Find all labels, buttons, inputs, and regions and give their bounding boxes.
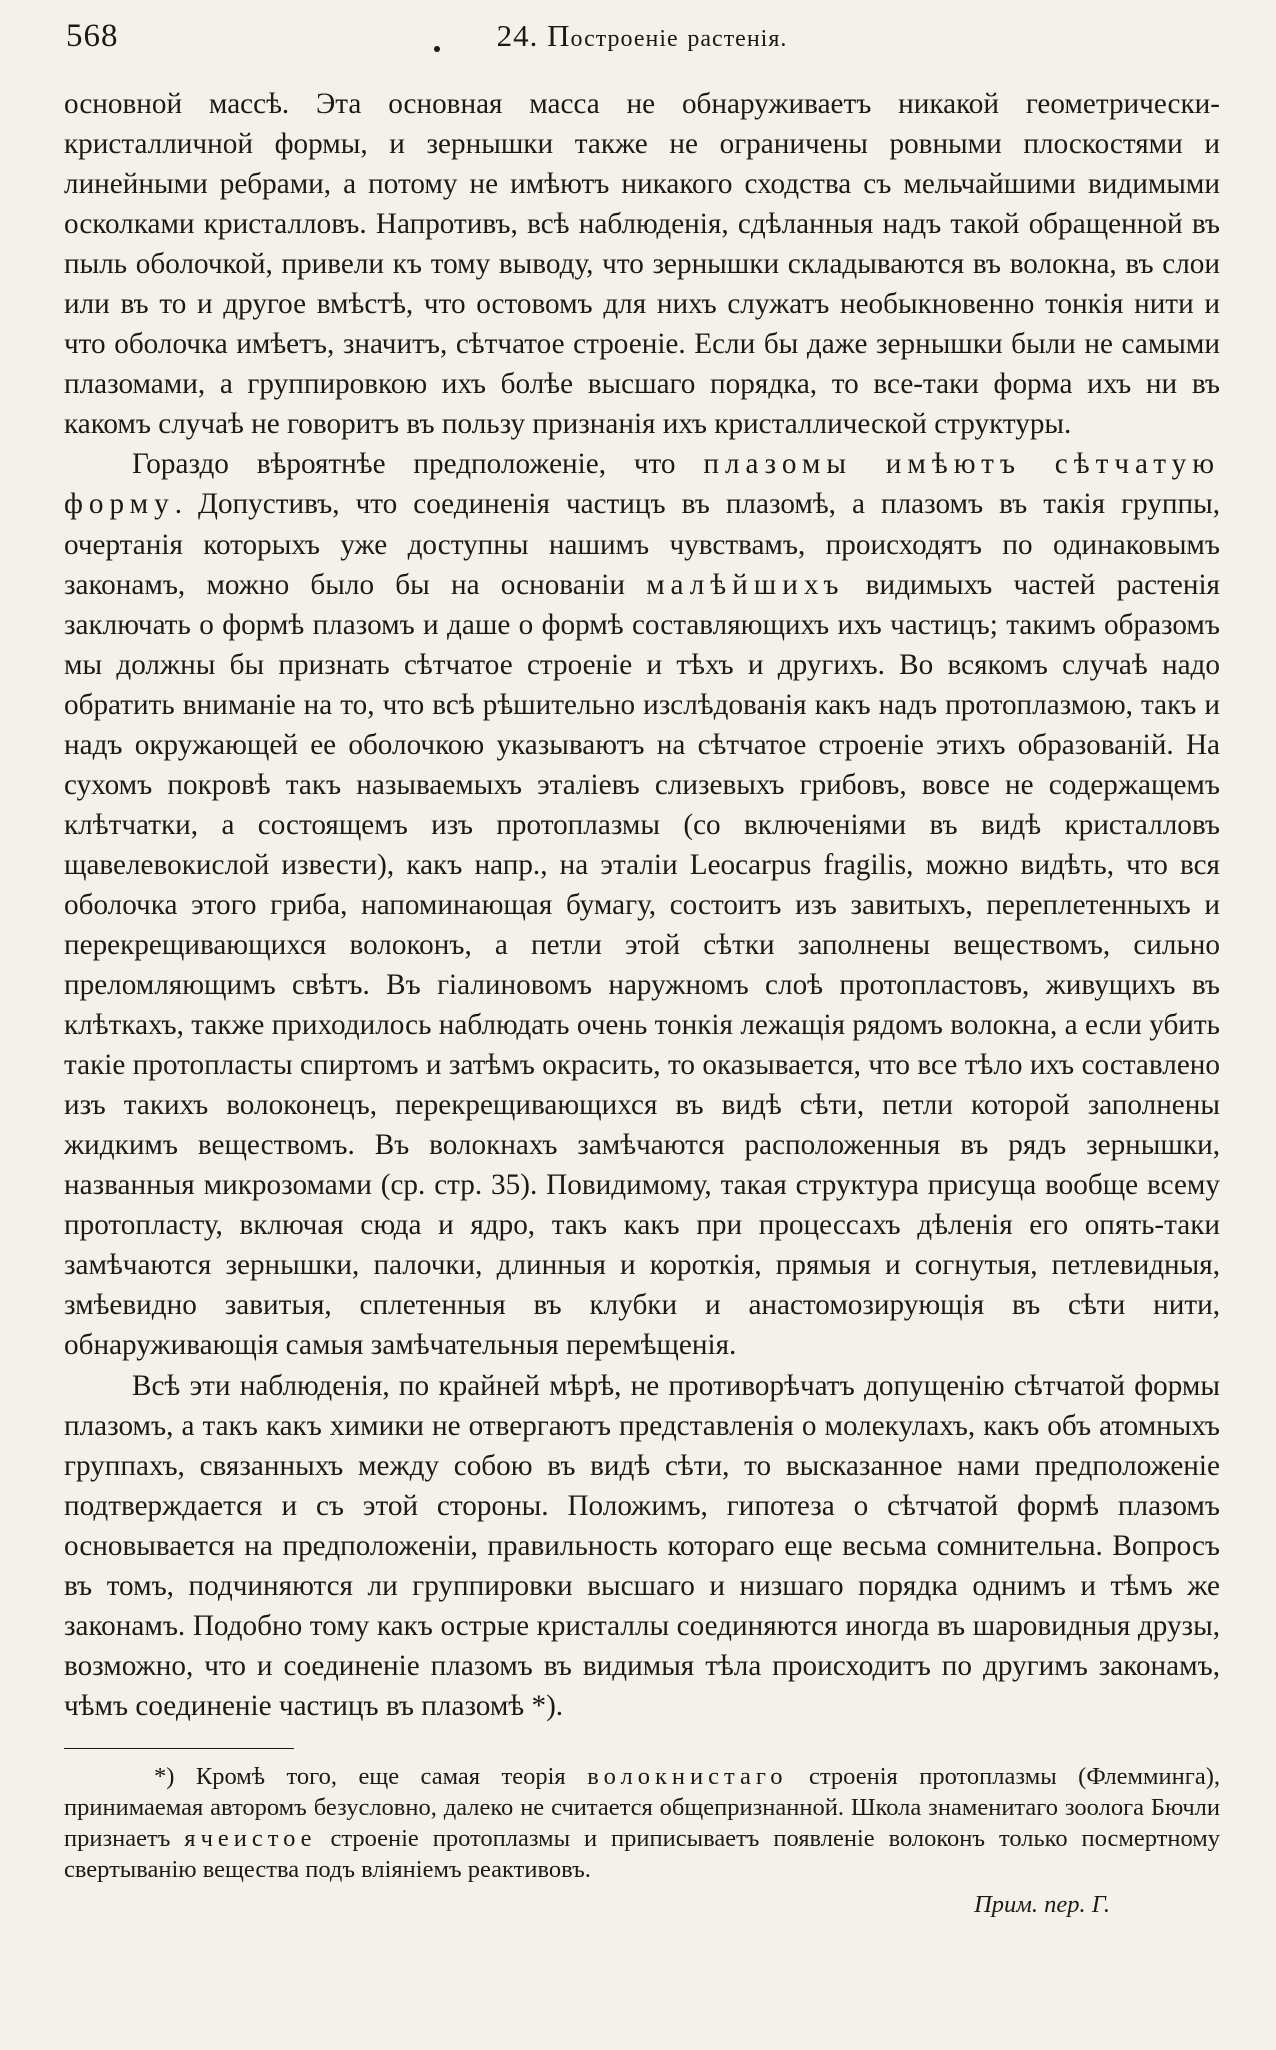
chapter-title-word-2: растенія. <box>687 26 788 52</box>
paragraph <box>64 444 1220 1365</box>
running-header <box>64 0 1220 72</box>
translator-note-signature: Прим. пер. Г. <box>974 1890 1110 1918</box>
spaced-emphasis: плазомы имѣютъ сѣтчатую форму <box>64 448 1221 521</box>
text-run: . Допустивъ, что соединенія частицъ въ плазомѣ, а плазомъ въ такія группы, очертанія которыхъ уже доступны нашимъ чувствамъ, происходятъ по одинаковымъ законамъ, можно было бы на основаніи <box>64 488 1220 601</box>
latin-name: Leocarpus fragilis <box>689 848 907 881</box>
text-run: Гораздо вѣроятнѣе предположеніе, что <box>132 448 704 481</box>
paragraph <box>64 84 1220 444</box>
ink-dot <box>434 46 440 52</box>
text-run: основной массѣ. Эта основная масса не обнаруживаетъ никакой геометрически-кристалличной формы, и зернышки также не ограничены ровными плоскостями и линейными ребрами, а потому не имѣютъ никакого сходства съ мельчайшими видимыми осколками кристалловъ. Напротивъ, всѣ наблюденія, сдѣланныя надъ такой обращенной въ пыль оболочкой, привели къ тому выводу, что зернышки складываются въ волокна, въ слои или въ то и другое вмѣстѣ, что остовомъ для нихъ служатъ необыкновенно тонкія нити и что оболочка имѣетъ, значитъ, сѣтчатое строеніе. Если бы даже зернышки были не самыми плазомами, а группировкою ихъ болѣе высшаго порядка, то все-таки форма ихъ ни въ какомъ случаѣ не говоритъ въ пользу признанія ихъ кристаллической структуры. <box>64 88 1220 441</box>
body-text <box>64 84 1220 1726</box>
text-run: Всѣ эти наблюденія, по крайней мѣрѣ, не противорѣчатъ допущенію сѣтчатой формы плазомъ, а такъ какъ химики не отвергаютъ представленія о молекулахъ, какъ объ атомныхъ группахъ, связанныхъ между собою въ видѣ сѣти, то высказанное нами предположеніе подтверждается и съ этой стороны. Положимъ, гипотеза о сѣтчатой формѣ плазомъ основывается на предположеніи, правильность котораго еще весьма сомнительна. Вопросъ въ томъ, подчиняются ли группировки высшаго и низшаго порядка однимъ и тѣмъ же законамъ. Подобно тому какъ острые кристаллы соединяются иногда въ шаровидныя друзы, возможно, что и соединеніе плазомъ въ видимыя тѣла происходитъ по другимъ законамъ, чѣмъ соединеніе частицъ въ плазомѣ <box>64 1369 1220 1722</box>
text-run: *) <box>531 1689 556 1722</box>
text-run: строенія протоплазмы (Флемминга), принимаемая авторомъ безусловно, далеко не считается общепризнанной. Школа знаменитаго зоолога Бючли признаетъ <box>64 1762 1220 1852</box>
spaced-emphasis: малѣйшихъ <box>646 568 845 601</box>
text-run: *) Кромѣ того, еще самая теорія <box>154 1762 588 1790</box>
text-run: строеніе протоплазмы и приписываетъ появленіе волоконъ только посмертному свертыванію вещества подъ вліяніемъ реактивовъ. <box>64 1824 1220 1883</box>
chapter-title <box>64 18 1220 54</box>
chapter-title-initial: П <box>547 18 571 53</box>
text-run: , можно видѣть, что вся оболочка этого гриба, напоминающая бумагу, состоитъ изъ завитыхъ, переплетенныхъ и перекрещивающихся волоконъ, а петли этой сѣтки заполнены веществомъ, сильно преломляющимъ свѣтъ. Въ гіалиновомъ наружномъ слоѣ протопластовъ, живущихъ въ клѣткахъ, также приходилось наблюдать очень тонкія лежащія рядомъ волокна, а если убить такіе протопласты спиртомъ и затѣмъ окрасить, то оказывается, что все тѣло ихъ составлено изъ такихъ волоконецъ, перекрещивающихся въ видѣ сѣти, петли которой заполнены жидкимъ веществомъ. Въ волокнахъ замѣчаются расположенныя въ рядъ зернышки, названныя микрозомами (ср. стр. 35). Повидимому, такая структура присуща вообще всему протопласту, включая сюда и ядро, такъ какъ при процессахъ дѣленія его опять-таки замѣчаются зернышки, палочки, длинныя и короткія, прямыя и согнутыя, петлевидныя, змѣевидно завитыя, сплетенныя въ клубки и анастомозирующія въ сѣти нити, обнаруживающія самыя замѣчательныя перемѣщенія. <box>64 848 1220 1362</box>
text-run: видимыхъ частей растенія заключать о формѣ плазомъ и даше о формѣ составляющихъ ихъ частицъ; такимъ образомъ мы должны бы признать сѣтчатое строеніе и тѣхъ и другихъ. Во всякомъ случаѣ надо обратить вниманіе на то, что всѣ рѣшительно изслѣдованія какъ надъ протоплазмою, такъ и надъ окружающей ее оболочкою указываютъ на сѣтчатое строеніе этихъ образованій. На сухомъ покровѣ такъ называемыхъ эталіевъ слизевыхъ грибовъ, вовсе не содержащемъ клѣтчатки, а состоящемъ изъ протоплазмы (со включеніями въ видѣ кристалловъ щавелевокислой извести), какъ напр., на эталіи <box>64 568 1220 881</box>
footnote <box>64 1761 1220 1885</box>
spaced-emphasis: волокнистаго <box>587 1762 788 1790</box>
paragraph <box>64 1366 1220 1726</box>
page-number: 568 <box>66 18 119 54</box>
text-run: . <box>555 1689 564 1722</box>
footnote-rule <box>64 1748 294 1749</box>
chapter-number: 24. <box>496 18 539 53</box>
spaced-emphasis: ячеистое <box>184 1824 317 1852</box>
chapter-title-rest: остроеніе <box>570 26 679 52</box>
